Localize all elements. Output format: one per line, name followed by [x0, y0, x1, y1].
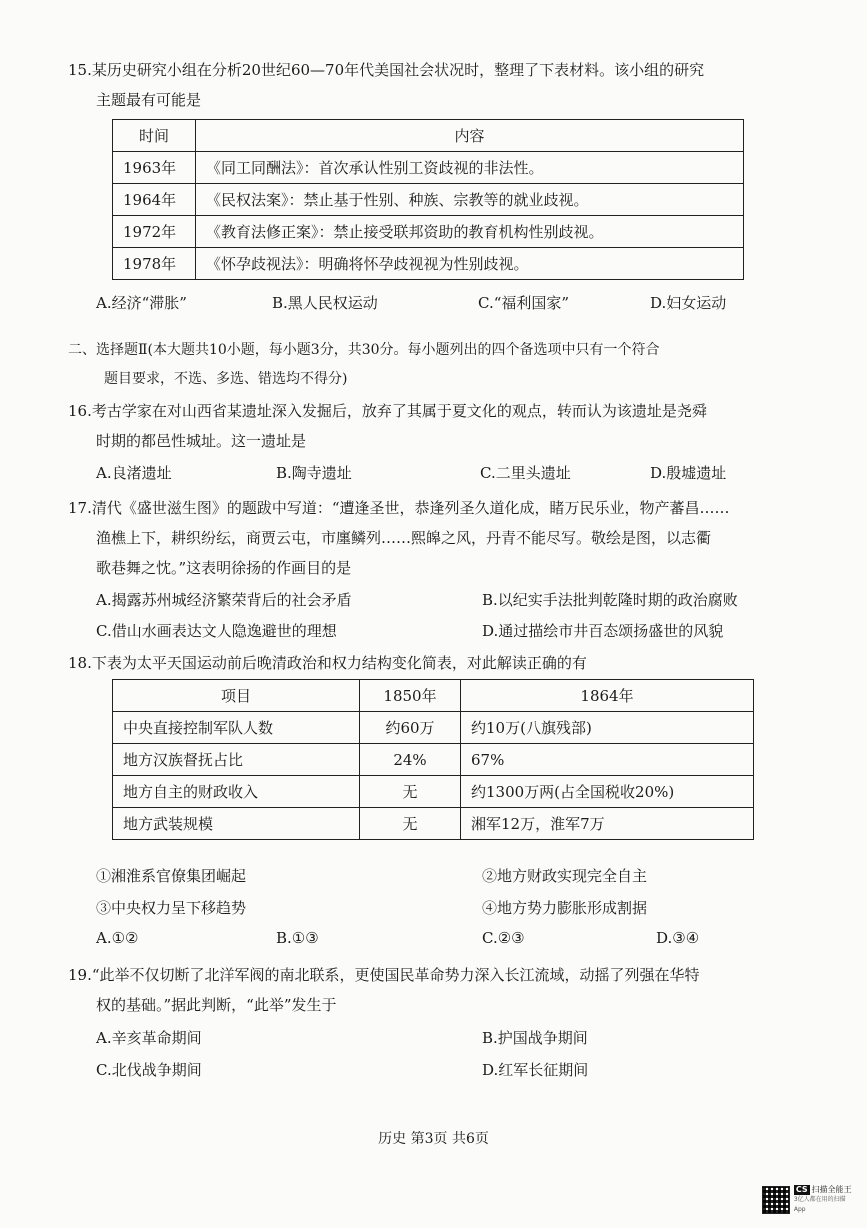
q18-statement-1: ①湘淮系官僚集团崛起 [96, 867, 247, 885]
scanner-logo [794, 1185, 857, 1215]
table-header: 时间 [113, 120, 196, 152]
table-row [113, 808, 754, 840]
qr-code-icon [762, 1186, 790, 1214]
table-cell: 1963年 [113, 152, 196, 184]
q17-option-c: C.借山水画表达文人隐逸避世的理想 [96, 622, 337, 640]
table-cell: 67% [461, 744, 754, 776]
table-cell: 地方武装规模 [113, 808, 360, 840]
page-footer: 历史 第3页 共6页 [378, 1131, 489, 1147]
table-cell: 约10万(八旗残部) [461, 712, 754, 744]
table-header: 1864年 [461, 680, 754, 712]
q16-option-c: C.二里头遗址 [480, 464, 571, 482]
table-cell: 1972年 [113, 216, 196, 248]
table-row [113, 776, 754, 808]
table-cell: 约60万 [360, 712, 461, 744]
q17-stem-line1: 17.清代《盛世滋生图》的题跋中写道：“遭逢圣世，恭逢列圣久道化成，睹万民乐业，物产蕃昌…… [68, 499, 730, 517]
table-row [113, 744, 754, 776]
q15-table [112, 119, 744, 280]
section2-heading-line2: 题目要求，不选、多选、错选均不得分) [104, 371, 348, 387]
table-cell: 1964年 [113, 184, 196, 216]
q18-table [112, 679, 754, 840]
q17-stem-line2: 渔樵上下，耕织纷纭，商贾云屯，市廛鳞列……熙皞之风，丹青不能尽写。敬绘是图，以志衢 [96, 529, 712, 547]
q18-option-c: C.②③ [482, 929, 525, 947]
q18-option-a: A.①② [96, 929, 139, 947]
q18-option-b: B.①③ [276, 929, 319, 947]
table-header: 1850年 [360, 680, 461, 712]
q15-option-c: C.“福利国家” [478, 294, 570, 312]
q16-stem-line2: 时期的都邑性城址。这一遗址是 [96, 432, 307, 450]
q17-option-a: A.揭露苏州城经济繁荣背后的社会矛盾 [96, 591, 352, 609]
scanner-name: 扫描全能王 [811, 1185, 852, 1194]
table-cell: 《怀孕歧视法》：明确将怀孕歧视视为性别歧视。 [196, 248, 744, 280]
q19-option-d: D.红军长征期间 [482, 1061, 589, 1079]
table-cell: 地方汉族督抚占比 [113, 744, 360, 776]
q19-stem-line1: 19.“此举不仅切断了北洋军阀的南北联系，更使国民革命势力深入长江流域，动摇了列强在华特 [68, 966, 700, 984]
q15-option-b: B.黑人民权运动 [272, 294, 378, 312]
q18-statement-2: ②地方财政实现完全自主 [482, 867, 648, 885]
q15-option-d: D.妇女运动 [650, 294, 727, 312]
q18-option-d: D.③④ [656, 929, 700, 947]
table-cell: 中央直接控制军队人数 [113, 712, 360, 744]
table-cell: 《教育法修正案》：禁止接受联邦资助的教育机构性别歧视。 [196, 216, 744, 248]
table-row [113, 248, 744, 280]
table-row [113, 216, 744, 248]
q19-option-c: C.北伐战争期间 [96, 1061, 202, 1079]
table-cell: 《民权法案》：禁止基于性别、种族、宗教等的就业歧视。 [196, 184, 744, 216]
table-cell: 《同工同酬法》：首次承认性别工资歧视的非法性。 [196, 152, 744, 184]
table-header: 项目 [113, 680, 360, 712]
table-cell: 湘军12万，淮军7万 [461, 808, 754, 840]
table-cell: 无 [360, 808, 461, 840]
q18-statement-3: ③中央权力呈下移趋势 [96, 899, 247, 917]
table-cell: 1978年 [113, 248, 196, 280]
table-cell: 24% [360, 744, 461, 776]
q16-option-b: B.陶寺遗址 [276, 464, 352, 482]
table-header: 内容 [196, 120, 744, 152]
q19-option-b: B.护国战争期间 [482, 1029, 588, 1047]
q16-stem-line1: 16.考古学家在对山西省某遗址深入发掘后，放弃了其属于夏文化的观点，转而认为该遗址是尧舜 [68, 402, 707, 420]
q15-option-a: A.经济“滞胀” [96, 294, 187, 312]
table-cell: 约1300万两(占全国税收20%) [461, 776, 754, 808]
q18-statement-4: ④地方势力膨胀形成割据 [482, 899, 648, 917]
q19-stem-line2: 权的基础。”据此判断，“此举”发生于 [96, 996, 337, 1014]
q19-option-a: A.辛亥革命期间 [96, 1029, 202, 1047]
q18-stem: 18.下表为太平天国运动前后晚清政治和权力结构变化简表，对此解读正确的有 [68, 654, 587, 672]
q17-option-b: B.以纪实手法批判乾隆时期的政治腐败 [482, 591, 738, 609]
table-row [113, 152, 744, 184]
table-row [113, 712, 754, 744]
section2-heading-line1: 二、选择题Ⅱ(本大题共10小题，每小题3分，共30分。每小题列出的四个备选项中只有一个符合 [68, 342, 660, 358]
q17-option-d: D.通过描绘市井百态颂扬盛世的风貌 [482, 622, 724, 640]
table-cell: 地方自主的财政收入 [113, 776, 360, 808]
q15-stem-line2: 主题最有可能是 [96, 91, 202, 109]
q17-stem-line3: 歌巷舞之忱。”这表明徐扬的作画目的是 [96, 559, 352, 577]
scanner-subtitle: 3亿人都在用的扫描App [793, 1196, 846, 1213]
scanner-watermark [762, 1182, 857, 1218]
q15-stem-line1: 15.某历史研究小组在分析20世纪60—70年代美国社会状况时，整理了下表材料。该小组的研究 [68, 61, 705, 79]
table-row [113, 184, 744, 216]
q16-option-a: A.良渚遗址 [96, 464, 172, 482]
q16-option-d: D.殷墟遗址 [650, 464, 727, 482]
scanner-badge: CS [795, 1185, 808, 1194]
table-cell: 无 [360, 776, 461, 808]
